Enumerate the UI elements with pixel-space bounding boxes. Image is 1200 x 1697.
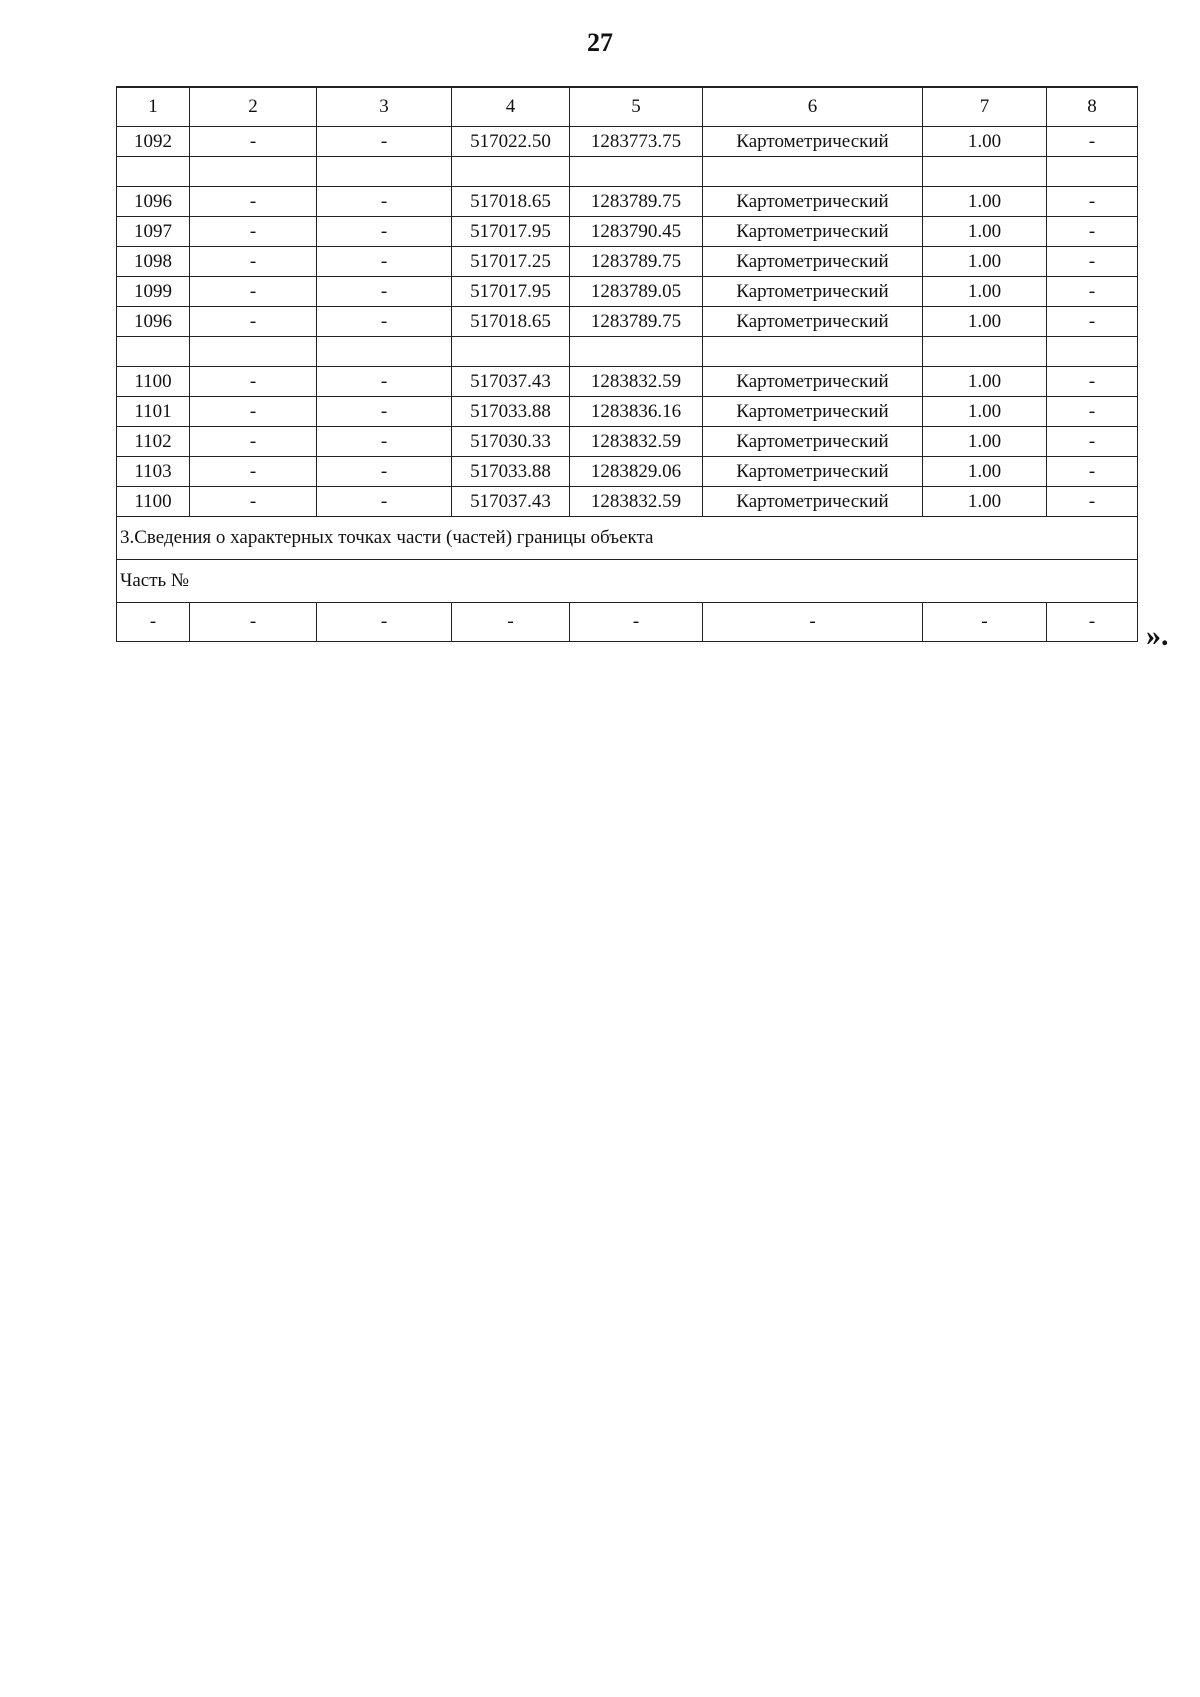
part-label-row bbox=[117, 560, 1138, 603]
column-header: 3 bbox=[317, 87, 452, 127]
table-cell: 517018.65 bbox=[452, 307, 570, 337]
table-cell: Картометрический bbox=[703, 187, 923, 217]
table-cell: 517033.88 bbox=[452, 457, 570, 487]
table-cell: 1102 bbox=[117, 427, 190, 457]
table-cell: 1.00 bbox=[923, 367, 1047, 397]
table-cell: 517022.50 bbox=[452, 127, 570, 157]
table-cell: - bbox=[317, 427, 452, 457]
table-cell: 517017.25 bbox=[452, 247, 570, 277]
column-header: 6 bbox=[703, 87, 923, 127]
table-cell: 1.00 bbox=[923, 457, 1047, 487]
table-cell: Картометрический bbox=[703, 457, 923, 487]
section-title-row bbox=[117, 517, 1138, 560]
table-row bbox=[117, 487, 1138, 517]
table-cell bbox=[703, 337, 923, 367]
table-cell: 1.00 bbox=[923, 397, 1047, 427]
table-cell: - bbox=[317, 277, 452, 307]
table-cell: 517037.43 bbox=[452, 487, 570, 517]
table-cell: - bbox=[190, 217, 317, 247]
table-cell: Картометрический bbox=[703, 127, 923, 157]
table-cell: - bbox=[190, 397, 317, 427]
table-cell: - bbox=[1047, 307, 1138, 337]
table-cell: Картометрический bbox=[703, 277, 923, 307]
column-header: 8 bbox=[1047, 87, 1138, 127]
table-cell: 1103 bbox=[117, 457, 190, 487]
table-cell: - bbox=[190, 457, 317, 487]
table-cell: 517033.88 bbox=[452, 397, 570, 427]
table-cell: Картометрический bbox=[703, 487, 923, 517]
table-cell: 1099 bbox=[117, 277, 190, 307]
table-cell: - bbox=[923, 603, 1047, 642]
table-cell: - bbox=[570, 603, 703, 642]
table-cell: Картометрический bbox=[703, 217, 923, 247]
table-cell: - bbox=[452, 603, 570, 642]
table-cell: 1100 bbox=[117, 367, 190, 397]
table-cell: 1092 bbox=[117, 127, 190, 157]
table-cell: 1.00 bbox=[923, 427, 1047, 457]
table-cell: 517017.95 bbox=[452, 217, 570, 247]
table-cell bbox=[452, 337, 570, 367]
table-cell: 1096 bbox=[117, 187, 190, 217]
table-cell: - bbox=[190, 127, 317, 157]
table-cell bbox=[452, 157, 570, 187]
table-cell: Картометрический bbox=[703, 397, 923, 427]
table-cell: 1.00 bbox=[923, 247, 1047, 277]
table-cell bbox=[117, 157, 190, 187]
table-cell: - bbox=[190, 307, 317, 337]
table-row bbox=[117, 187, 1138, 217]
table-cell: 1283832.59 bbox=[570, 487, 703, 517]
table-cell: 517017.95 bbox=[452, 277, 570, 307]
table-row bbox=[117, 457, 1138, 487]
table-cell: 1100 bbox=[117, 487, 190, 517]
column-header: 1 bbox=[117, 87, 190, 127]
table-cell: - bbox=[190, 187, 317, 217]
table-cell: 1.00 bbox=[923, 217, 1047, 247]
column-header: 2 bbox=[190, 87, 317, 127]
table-cell: 1283836.16 bbox=[570, 397, 703, 427]
table-cell: - bbox=[1047, 217, 1138, 247]
table-cell: Картометрический bbox=[703, 367, 923, 397]
table-cell: - bbox=[317, 367, 452, 397]
table-row bbox=[117, 603, 1138, 642]
table-row bbox=[117, 307, 1138, 337]
table-row bbox=[117, 277, 1138, 307]
table-cell: Картометрический bbox=[703, 307, 923, 337]
table-cell: 1283789.75 bbox=[570, 307, 703, 337]
table-cell: 1.00 bbox=[923, 127, 1047, 157]
table-cell: 1098 bbox=[117, 247, 190, 277]
separator-row bbox=[117, 337, 1138, 367]
table-cell bbox=[703, 157, 923, 187]
table-cell bbox=[317, 337, 452, 367]
table-row bbox=[117, 247, 1138, 277]
table-cell: 1096 bbox=[117, 307, 190, 337]
table-row bbox=[117, 217, 1138, 247]
table-cell: 517018.65 bbox=[452, 187, 570, 217]
table-cell bbox=[570, 337, 703, 367]
table-cell: 1.00 bbox=[923, 307, 1047, 337]
table-cell: - bbox=[1047, 457, 1138, 487]
table-cell: - bbox=[190, 487, 317, 517]
table-cell: - bbox=[1047, 277, 1138, 307]
table-row bbox=[117, 397, 1138, 427]
table-cell bbox=[1047, 157, 1138, 187]
table-cell: - bbox=[190, 247, 317, 277]
table-cell: 1.00 bbox=[923, 187, 1047, 217]
table-cell: - bbox=[190, 367, 317, 397]
table-cell: 1283789.75 bbox=[570, 187, 703, 217]
table-cell: 1.00 bbox=[923, 277, 1047, 307]
closing-quote: ». bbox=[1146, 619, 1169, 652]
table-cell: 1.00 bbox=[923, 487, 1047, 517]
table-cell bbox=[923, 157, 1047, 187]
coordinates-table bbox=[116, 86, 1138, 642]
table-cell: 1283832.59 bbox=[570, 367, 703, 397]
table-cell: - bbox=[317, 487, 452, 517]
table-cell bbox=[923, 337, 1047, 367]
table-cell: 1283789.75 bbox=[570, 247, 703, 277]
table-cell: 1097 bbox=[117, 217, 190, 247]
page-number: 27 bbox=[587, 28, 613, 57]
table-cell: 517037.43 bbox=[452, 367, 570, 397]
table-cell bbox=[190, 337, 317, 367]
table-cell: 1283832.59 bbox=[570, 427, 703, 457]
table-header-row bbox=[117, 87, 1138, 127]
table-cell: 1283789.05 bbox=[570, 277, 703, 307]
table-cell: 1283829.06 bbox=[570, 457, 703, 487]
table-cell: - bbox=[190, 603, 317, 642]
table-cell: - bbox=[1047, 427, 1138, 457]
column-header: 4 bbox=[452, 87, 570, 127]
table-cell: - bbox=[1047, 603, 1138, 642]
table-cell: 1283790.45 bbox=[570, 217, 703, 247]
column-header: 7 bbox=[923, 87, 1047, 127]
table-cell: - bbox=[1047, 487, 1138, 517]
table-cell: - bbox=[190, 427, 317, 457]
table-row bbox=[117, 367, 1138, 397]
table-cell: 517030.33 bbox=[452, 427, 570, 457]
table-cell: - bbox=[317, 457, 452, 487]
table-cell bbox=[190, 157, 317, 187]
table-cell: - bbox=[317, 127, 452, 157]
table-row bbox=[117, 427, 1138, 457]
table-cell bbox=[117, 337, 190, 367]
separator-row bbox=[117, 157, 1138, 187]
table-cell: - bbox=[190, 277, 317, 307]
table-cell: - bbox=[117, 603, 190, 642]
table-cell bbox=[1047, 337, 1138, 367]
table-cell: - bbox=[317, 187, 452, 217]
table-cell: - bbox=[1047, 247, 1138, 277]
table-cell: - bbox=[1047, 187, 1138, 217]
table-cell bbox=[570, 157, 703, 187]
table-cell: 1283773.75 bbox=[570, 127, 703, 157]
table-cell bbox=[317, 157, 452, 187]
table-body bbox=[117, 87, 1138, 642]
part-label: Часть № bbox=[117, 560, 1138, 603]
table-cell: Картометрический bbox=[703, 427, 923, 457]
table-cell: 1101 bbox=[117, 397, 190, 427]
table-cell: - bbox=[317, 247, 452, 277]
table-cell: - bbox=[317, 603, 452, 642]
table-cell: - bbox=[1047, 127, 1138, 157]
column-header: 5 bbox=[570, 87, 703, 127]
table-cell: - bbox=[317, 397, 452, 427]
table-cell: - bbox=[317, 217, 452, 247]
table-cell: - bbox=[1047, 367, 1138, 397]
table-cell: Картометрический bbox=[703, 247, 923, 277]
table-row bbox=[117, 127, 1138, 157]
table-cell: - bbox=[1047, 397, 1138, 427]
table-cell: - bbox=[703, 603, 923, 642]
table-cell: - bbox=[317, 307, 452, 337]
section-title: 3.Сведения о характерных точках части (частей) границы объекта bbox=[117, 517, 1138, 560]
